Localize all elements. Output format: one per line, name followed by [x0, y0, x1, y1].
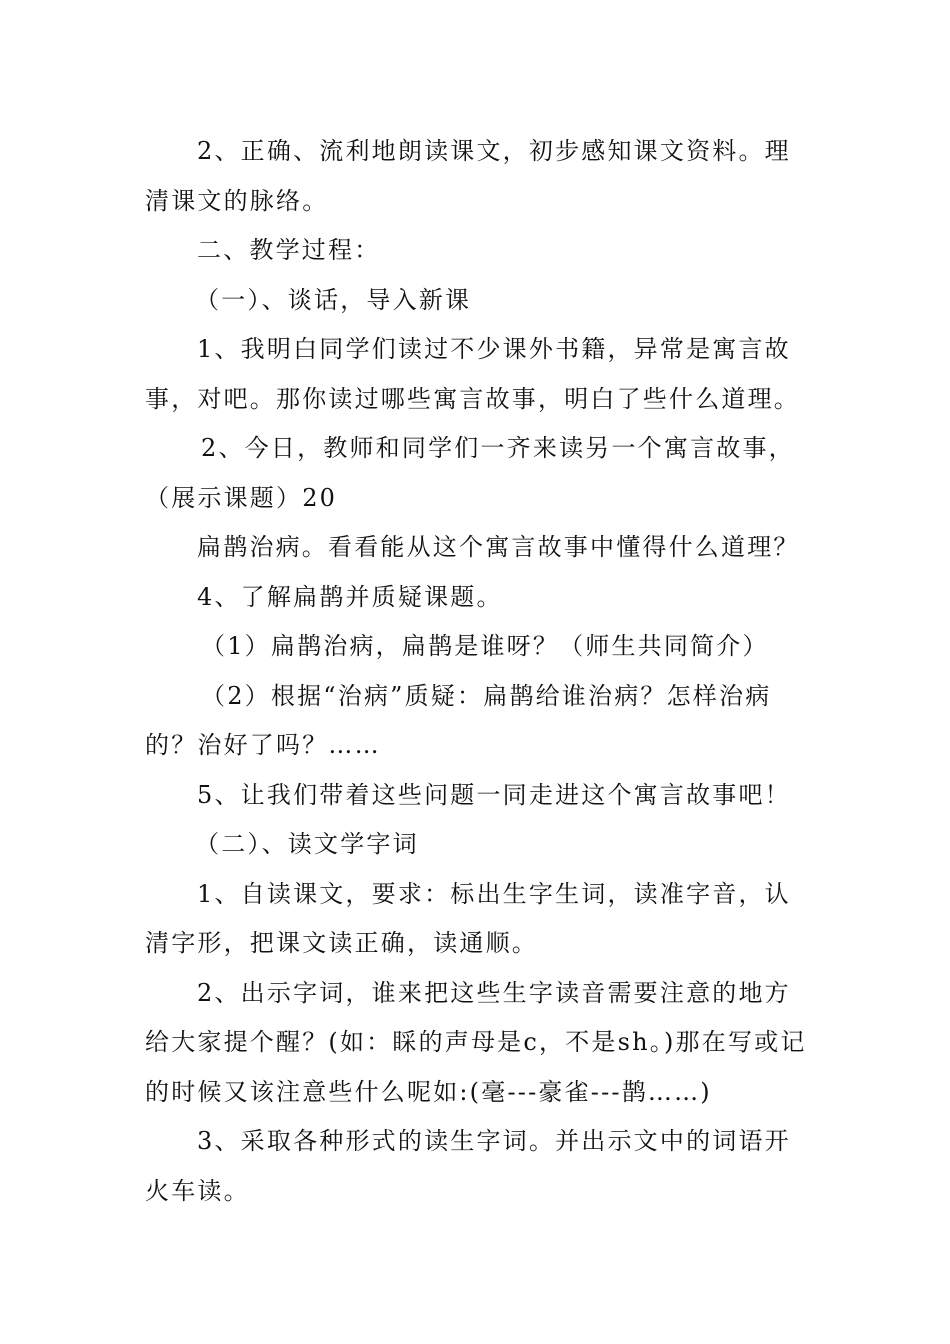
paragraph-subsection-1: （一）、谈话，导入新课	[195, 285, 472, 314]
document-body	[145, 127, 815, 1216]
paragraph-subsection-2: （二）、读文学字词	[195, 830, 419, 858]
paragraph-step-4: 4、了解扁鹊并质疑课题。	[197, 582, 503, 611]
paragraph-objective-2: 2、正确、流利地朗读课文，初步感知课文资料。理清课文的脉络。	[145, 137, 791, 215]
paragraph-topic: 扁鹊治病。看看能从这个寓言故事中懂得什么道理？	[197, 533, 800, 561]
paragraph-reading-1: 1、自读课文，要求：标出生字生词，读准字音，认清字形，把课文读正确，读通顺。	[145, 879, 791, 957]
paragraph-step-5: 5、让我们带着这些问题一同走进这个寓言故事吧！	[197, 780, 791, 809]
paragraph-reading-2: 2、出示字词，谁来把这些生字读音需要注意的地方给大家提个醒？(如：睬的声母是c，不是sh。)那在写或记的时候又该注意些什么呢如:(毫---豪雀---鹊……)	[145, 978, 807, 1106]
paragraph-reading-3: 3、采取各种形式的读生字词。并出示文中的词语开火车读。	[145, 1127, 791, 1205]
paragraph-step-2: 2、今日，教师和同学们一齐来读另一个寓言故事，（展示课题）20	[145, 434, 795, 512]
paragraph-question-1: （1）扁鹊治病，扁鹊是谁呀？（师生共同简介）	[201, 632, 769, 660]
paragraph-section-heading: 二、教学过程：	[197, 236, 381, 264]
paragraph-question-2: （2）根据“治病”质疑：扁鹊给谁治病？怎样治病的？治好了吗？……	[145, 681, 772, 759]
paragraph-step-1: 1、我明白同学们读过不少课外书籍，异常是寓言故事，对吧。那你读过哪些寓言故事，明白了些什么道理。	[145, 335, 800, 413]
